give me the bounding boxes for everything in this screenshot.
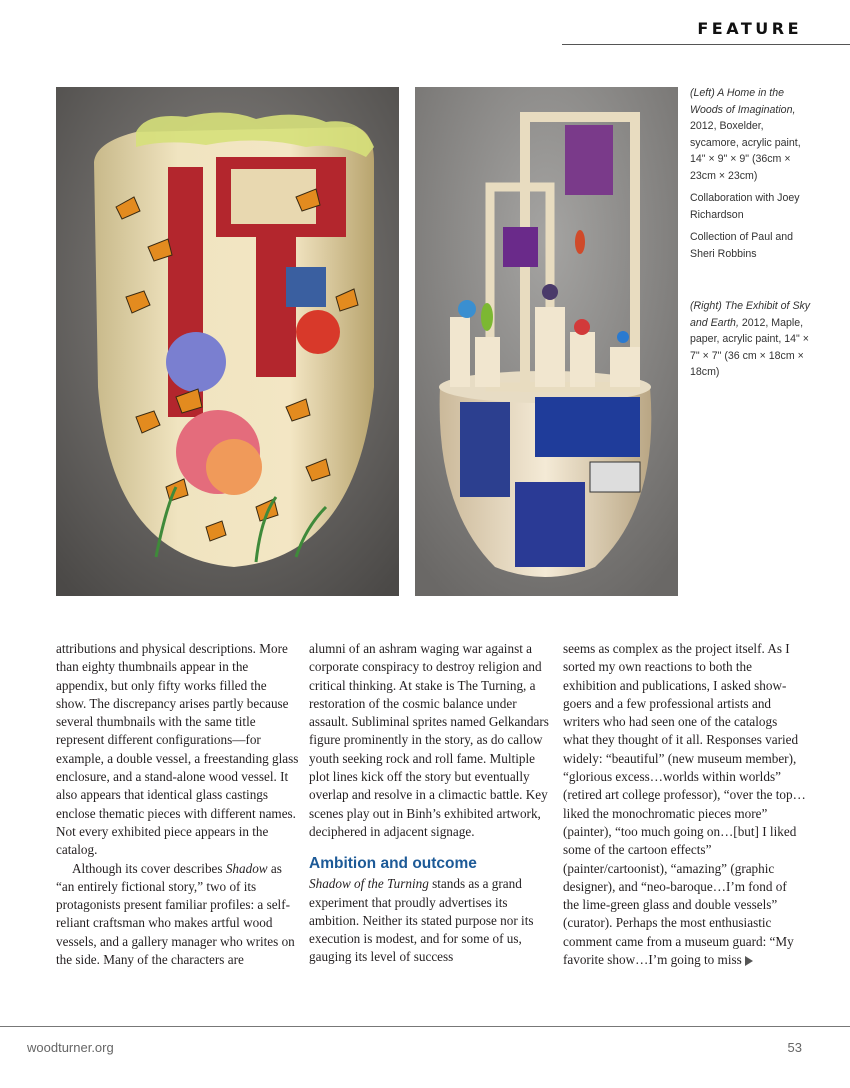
text-run: as “an entirely fictional story,” two of its protagonists present familiar profiles: a self-reliant craftsman who makes artful wood vessels, and a gallery manager who writes on the side. Many of the characters are	[56, 860, 295, 968]
photo-vessel-butterflies	[56, 87, 399, 596]
header-rule	[562, 44, 850, 45]
paragraph	[563, 640, 806, 969]
exhibit-sky-earth-image	[415, 87, 678, 596]
continue-arrow-icon	[745, 956, 753, 966]
subheading: Ambition and outcome	[309, 855, 477, 873]
footer-site: woodturner.org	[27, 1040, 114, 1055]
section-label: FEATURE	[697, 19, 802, 38]
article-column-1	[56, 640, 299, 969]
article-column-3	[563, 640, 806, 969]
article-column-2	[309, 640, 552, 967]
caption-left-collection: Collection of Paul and Sheri Robbins	[690, 231, 794, 260]
italic-title: Shadow	[225, 860, 268, 876]
paragraph: alumni of an ashram waging war against a corporate conspiracy to destroy religion and critical thinking. At stake is The Turning, a restoration of the cosmic balance under assault. Subliminal sprites named Gelkandars figure prominently in the story, as do callow youth seeking rock and roll fame. Multiple plot lines kick off the story but eventually overlap and resolve in a climactic battle. Key scenes play out in Binh’s exhibited artwork, deciphered in adjacent signage.	[309, 641, 549, 839]
page-number: 53	[787, 1040, 802, 1055]
caption-left-title: (Left) A Home in the Woods of Imagination,	[690, 87, 796, 116]
caption-left-details: 2012, Boxelder, sycamore, acrylic paint, 14" × 9" × 9" (36cm × 23cm × 23cm)	[690, 120, 801, 182]
paragraph	[309, 875, 552, 966]
paragraph	[56, 860, 299, 970]
caption-right	[690, 298, 815, 387]
caption-left-collab: Collaboration with Joey Richardson	[690, 192, 800, 221]
caption-right-title: (Right) The Exhibit of Sky and Earth,	[690, 300, 811, 329]
paragraph: attributions and physical descriptions. More than eighty thumbnails appear in the appendix, but only fifty works filled the show. The discrepancy arises partly because several thumbnails with the same title represent different configurations—for example, a double vessel, a freestanding glass enclosure, and a stand-alone wood vessel. It also appears that identical glass castings enclose thematic pieces with different names. Not every exhibited piece appears in the catalog.	[56, 641, 299, 858]
italic-title: Shadow of the Turning	[309, 876, 429, 892]
text-run: Although its cover describes	[72, 860, 226, 876]
photo-exhibit-sky-earth	[415, 87, 678, 596]
caption-left	[690, 85, 815, 268]
footer-rule	[0, 1026, 850, 1027]
text-run: seems as complex as the project itself. As I sorted my own reactions to both the exhibition and publications, I asked show-goers and a few professional artists and writers who had seen one of the catalogs what they thought of it all. Responses varied widely: “beautiful” (new museum member), “glorious excess…worlds within worlds” (retired art college professor), “over the top…liked the monochromatic pieces more” (painter), “too much going on…[but] I liked some of the cartoon effects” (painter/cartoonist), “amazing” (graphic designer), and “neo-baroque…I’m fond of the lime-green glass and double vessels” (curator). Perhaps the most enthusiastic comment came from a museum guard: “My favorite show…I’m going to miss	[563, 641, 806, 968]
vessel-butterflies-image	[56, 87, 399, 596]
caption-right-details: 2012, Maple, paper, acrylic paint, 14" × 7" × 7" (36 cm × 18cm × 18cm)	[690, 316, 809, 378]
text-run: stands as a grand experiment that proudly advertises its ambition. Neither its stated purpose nor its execution is modest, and for some of us, gauging its level of success	[309, 876, 534, 965]
